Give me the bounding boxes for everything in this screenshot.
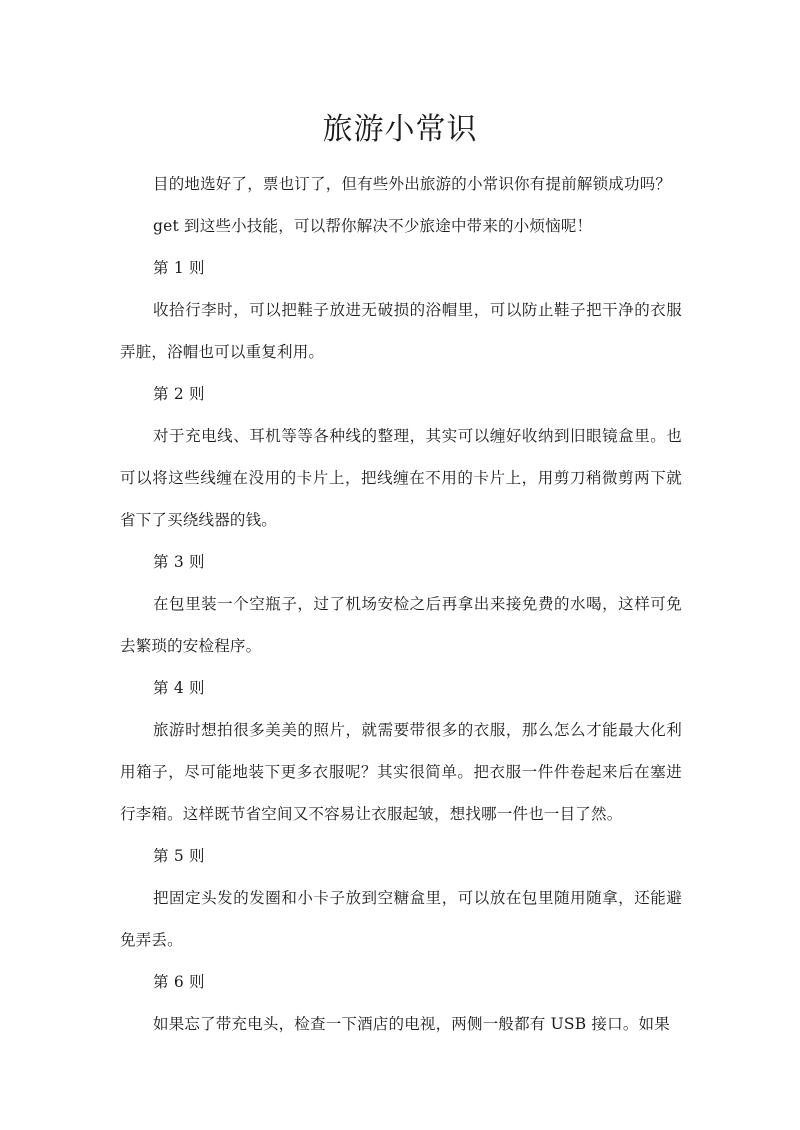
intro-paragraph: get 到这些小技能，可以帮你解决不少旅途中带来的小烦恼呢！ [153, 217, 593, 235]
document-title: 旅游小常识 [322, 112, 478, 147]
section-heading: 第 3 则 [153, 553, 205, 571]
section-heading: 第 6 则 [153, 973, 205, 991]
section-heading: 第 4 则 [153, 679, 205, 697]
section-heading: 第 5 则 [153, 847, 205, 865]
section-heading: 第 1 则 [153, 259, 205, 277]
document-body [120, 163, 682, 1045]
tip-paragraph: 对于充电线、耳机等等各种线的整理，其实可以缠好收纳到旧眼镜盒里。也可以将这些线缠在没用的卡片上，把线缠在不用的卡片上，用剪刀稍微剪两下就省下了买绕线器的钱。 [120, 427, 682, 529]
tip-paragraph: 收拾行李时，可以把鞋子放进无破损的浴帽里，可以防止鞋子把干净的衣服弄脏，浴帽也可以重复利用。 [120, 301, 682, 361]
intro-paragraph: 目的地选好了，票也订了，但有些外出旅游的小常识你有提前解锁成功吗？ [153, 175, 672, 193]
tip-paragraph: 旅游时想拍很多美美的照片，就需要带很多的衣服，那么怎么才能最大化利用箱子，尽可能地装下更多衣服呢？其实很简单。把衣服一件件卷起来后在塞进行李箱。这样既节省空间又不容易让衣服起皱，想找哪一件也一目了然。 [120, 721, 682, 823]
section-heading: 第 2 则 [153, 385, 205, 403]
tip-paragraph: 把固定头发的发圈和小卡子放到空糖盒里，可以放在包里随用随拿，还能避免弄丢。 [120, 889, 682, 949]
tip-paragraph: 如果忘了带充电头，检查一下酒店的电视，两侧一般都有 USB 接口。如果 [153, 1015, 670, 1033]
tip-paragraph: 在包里装一个空瓶子，过了机场安检之后再拿出来接免费的水喝，这样可免去繁琐的安检程序。 [120, 595, 682, 655]
